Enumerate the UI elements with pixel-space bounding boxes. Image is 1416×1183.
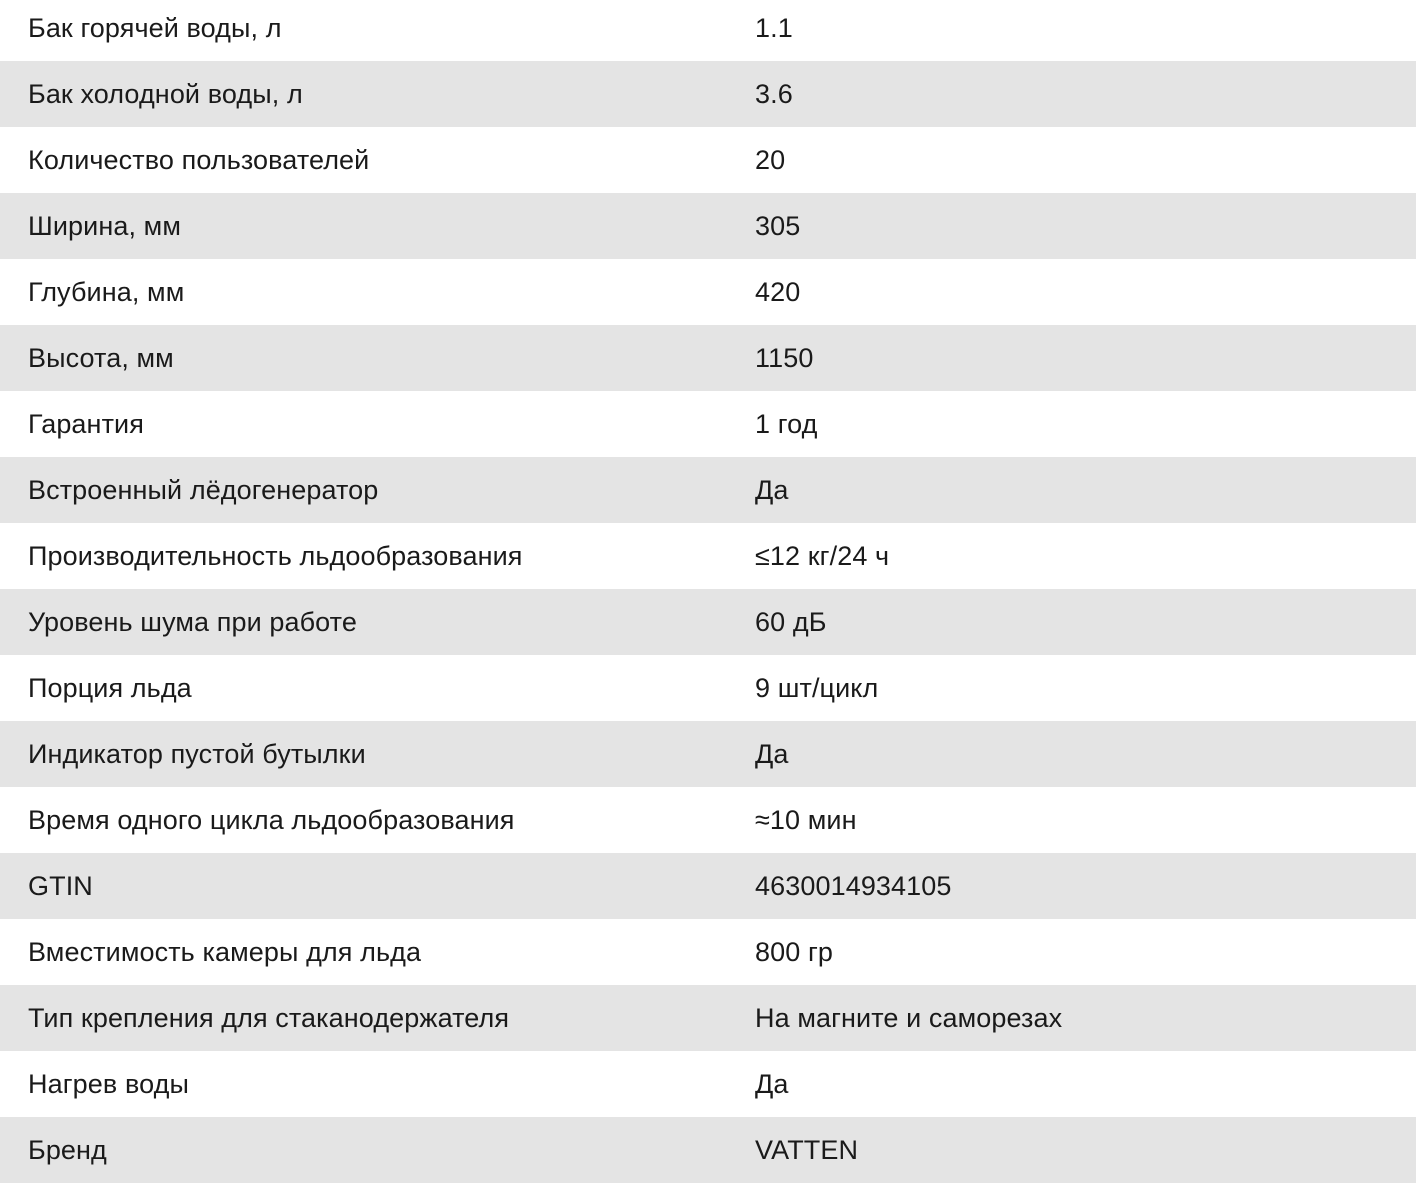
spec-label: Бак горячей воды, л	[28, 12, 282, 43]
spec-value: Да	[755, 1068, 789, 1099]
spec-row	[0, 391, 1416, 457]
spec-value: 60 дБ	[755, 606, 827, 637]
spec-value: 9 шт/цикл	[755, 672, 879, 703]
spec-value: VATTEN	[755, 1134, 859, 1165]
spec-label: Бренд	[28, 1134, 107, 1165]
spec-row	[0, 523, 1416, 589]
spec-value: 4630014934105	[755, 870, 952, 901]
spec-row	[0, 919, 1416, 985]
spec-row	[0, 259, 1416, 325]
spec-label: Нагрев воды	[28, 1068, 189, 1099]
spec-row	[0, 325, 1416, 391]
spec-label: Производительность льдообразования	[28, 540, 523, 571]
spec-label: Глубина, мм	[28, 276, 185, 307]
spec-value: 800 гр	[755, 936, 834, 967]
spec-value: 1.1	[755, 12, 793, 43]
spec-row	[0, 457, 1416, 523]
spec-value: Да	[755, 738, 789, 769]
spec-label: Индикатор пустой бутылки	[28, 738, 366, 769]
spec-label: Высота, мм	[28, 342, 174, 373]
spec-row	[0, 985, 1416, 1051]
spec-label: Встроенный лёдогенератор	[28, 474, 379, 505]
spec-row	[0, 0, 1416, 61]
spec-label: Бак холодной воды, л	[28, 78, 303, 109]
spec-label: Уровень шума при работе	[28, 606, 357, 637]
spec-value: 3.6	[755, 78, 793, 109]
spec-row	[0, 127, 1416, 193]
spec-value: ≈10 мин	[755, 804, 857, 835]
spec-label: Тип крепления для стаканодержателя	[28, 1002, 510, 1033]
spec-row	[0, 589, 1416, 655]
spec-row	[0, 721, 1416, 787]
spec-value: ≤12 кг/24 ч	[755, 540, 890, 571]
spec-label: Ширина, мм	[28, 210, 181, 241]
spec-label: Количество пользователей	[28, 144, 370, 175]
spec-label: Время одного цикла льдообразования	[28, 804, 515, 835]
spec-row	[0, 193, 1416, 259]
spec-row	[0, 1051, 1416, 1117]
spec-label: Вместимость камеры для льда	[28, 936, 422, 967]
spec-row	[0, 853, 1416, 919]
spec-row	[0, 787, 1416, 853]
spec-value: 20	[755, 144, 786, 175]
spec-label: Гарантия	[28, 408, 144, 439]
spec-row	[0, 1117, 1416, 1183]
spec-label: GTIN	[28, 870, 93, 901]
spec-value: Да	[755, 474, 789, 505]
spec-value: 305	[755, 210, 801, 241]
spec-value: 1150	[755, 342, 814, 373]
spec-value: На магните и саморезах	[755, 1002, 1063, 1033]
spec-value: 420	[755, 276, 801, 307]
spec-row	[0, 61, 1416, 127]
spec-row	[0, 655, 1416, 721]
spec-label: Порция льда	[28, 672, 192, 703]
spec-value: 1 год	[755, 408, 818, 439]
